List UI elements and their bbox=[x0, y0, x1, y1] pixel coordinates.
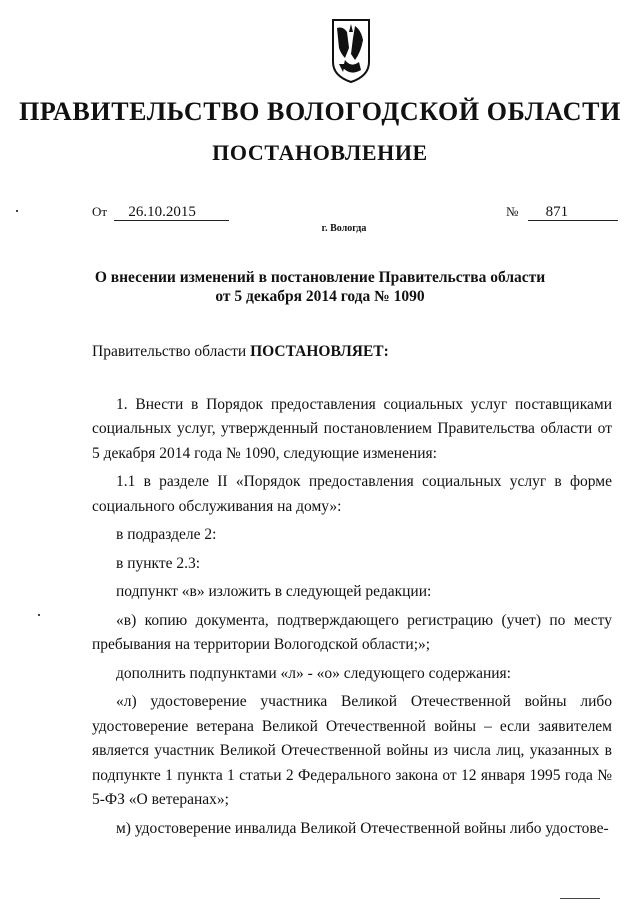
subject-line: от 5 декабря 2014 года № 1090 bbox=[215, 288, 425, 305]
document-subject bbox=[0, 268, 640, 306]
body-paragraph: подпункт «в» изложить в следующей редакции: bbox=[116, 583, 432, 600]
date-row bbox=[92, 204, 229, 221]
scan-mark bbox=[38, 614, 40, 616]
number-prefix: № bbox=[506, 204, 519, 219]
body-paragraph: «в) копию документа, подтверждающего регистрацию (учет) по месту пребывания на территории Вологодской области;»; bbox=[92, 611, 612, 653]
body-paragraph: 1. Внести в Порядок предоставления социальных услуг поставщиками социальных услуг, утвержденный постановлением Правительства области от 5 декабря 2014 года № 1090, следующие изменения: bbox=[92, 395, 612, 462]
resolution-intro bbox=[92, 340, 612, 365]
body-paragraph: в подразделе 2: bbox=[116, 526, 217, 543]
document-date: 26.10.2015 bbox=[114, 204, 229, 221]
subject-line: О внесении изменений в постановление Правительства области bbox=[94, 269, 546, 286]
body-paragraph: м) удостоверение инвалида Великой Отечественной войны либо удостове- bbox=[116, 819, 609, 837]
scan-mark bbox=[560, 898, 600, 899]
body-paragraph: в пункте 2.3: bbox=[116, 554, 201, 572]
intro-text: Правительство области bbox=[92, 343, 251, 360]
body-paragraph: «л) удостоверение участника Великой Отечественной войны либо удостоверение ветерана Великой Отечественной войны – если заявителем является участник Великой Отечественной войны из числа лиц, указанных в подпункте 1 пункта 1 статьи 2 Федерального закона от 12 января 1995 года № 5-ФЗ «О ветеранах»; bbox=[92, 693, 612, 808]
document-body bbox=[92, 340, 612, 841]
document-type: ПОСТАНОВЛЕНИЕ bbox=[212, 140, 428, 165]
body-paragraph: дополнить подпунктами «л» - «о» следующего содержания: bbox=[116, 664, 511, 682]
coat-of-arms-icon bbox=[331, 18, 371, 84]
government-title: ПРАВИТЕЛЬСТВО ВОЛОГОДСКОЙ ОБЛАСТИ bbox=[19, 97, 621, 126]
document-number: 871 bbox=[528, 204, 618, 221]
intro-decree-word: ПОСТАНОВЛЯЕТ: bbox=[250, 343, 389, 360]
city-name: г. Вологда bbox=[321, 223, 367, 234]
body-paragraph: 1.1 в разделе II «Порядок предоставления социальных услуг в форме социального обслуживания на дому»: bbox=[92, 473, 612, 515]
scan-mark bbox=[16, 210, 18, 212]
number-row bbox=[506, 204, 618, 221]
date-prefix: От bbox=[92, 204, 108, 219]
